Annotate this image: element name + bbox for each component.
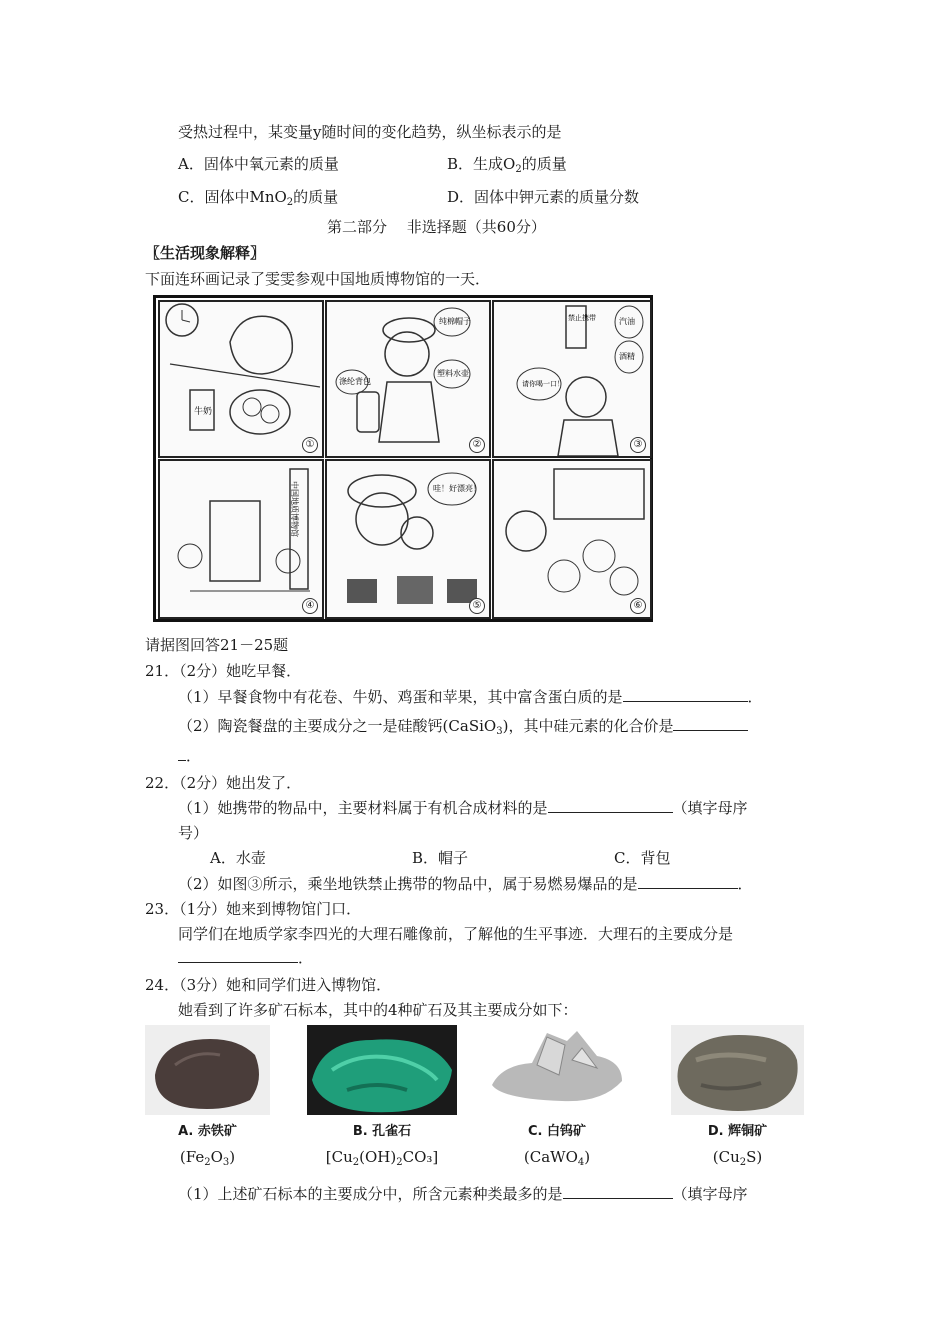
- subway-drawing: [494, 302, 652, 458]
- milk-label: 牛奶: [194, 407, 213, 417]
- mineral-label-c: C. 白钨矿: [527, 1124, 586, 1139]
- panel-number: ②: [469, 437, 485, 453]
- mineral-label-b: B. 孔雀石: [352, 1124, 412, 1139]
- comic-panel-5: [325, 459, 491, 619]
- museum-gate-drawing: [160, 461, 324, 619]
- panel-number: ④: [302, 598, 318, 614]
- answer-blank[interactable]: [673, 716, 748, 731]
- q22-part2: （2）如图③所示，乘坐地铁禁止携带的物品中，属于易燃易爆品的是 ．: [178, 875, 753, 893]
- q23-head: 23．（1分）她来到博物馆门口．: [145, 900, 362, 918]
- panel-number: ③: [630, 437, 646, 453]
- mineral-label-d: D. 辉铜矿: [707, 1124, 768, 1139]
- flask-label: 涤纶背包: [339, 377, 371, 386]
- q22-option-a: A．水壶: [210, 849, 266, 867]
- q21-head: 21．（2分）她吃早餐．: [145, 662, 302, 680]
- breakfast-drawing: [160, 302, 324, 458]
- bottle-label: 塑料水壶: [437, 369, 469, 378]
- gas-label: 汽油: [619, 317, 635, 326]
- hat-label: 纯棉帽子: [439, 317, 471, 326]
- hematite-image: [145, 1025, 270, 1115]
- section-intro: 下面连环画记录了雯雯参观中国地质博物馆的一天．: [145, 270, 491, 288]
- visitors-drawing: [494, 461, 652, 619]
- option-b: B．生成$O_2$的质量: [447, 155, 567, 175]
- q23-part1: 同学们在地质学家李四光的大理石雕像前，了解他的生平事迹．大理石的主要成分是: [178, 925, 734, 943]
- comic-panel-2: [325, 300, 491, 458]
- q22-part1: （1）她携带的物品中，主要材料属于有机合成材料的是 （填字母序: [178, 799, 748, 817]
- answer-blank[interactable]: [563, 1184, 673, 1199]
- alcohol-label: 酒精: [619, 352, 635, 361]
- museum-sign-label: 中国地质博物馆: [290, 481, 299, 537]
- comic-panel-1: [158, 300, 324, 458]
- exhibit-drawing: [327, 461, 491, 619]
- q22-option-b: B．帽子: [412, 849, 469, 867]
- please-label: 请你喝一口！: [522, 380, 564, 388]
- panel-number: ⑥: [630, 598, 646, 614]
- mineral-formula-a: $(Fe_2O_3)$: [179, 1148, 236, 1168]
- panel-number: ①: [302, 437, 318, 453]
- traveler-drawing: [327, 302, 491, 458]
- q24-part1: （1）上述矿石标本的主要成分中，所含元素种类最多的是 （填字母序: [178, 1185, 748, 1203]
- panel-number: ⑤: [469, 598, 485, 614]
- q22-option-c: C．背包: [614, 849, 671, 867]
- q22-head: 22．（2分）她出发了．: [145, 774, 302, 792]
- mineral-label-a: A. 赤铁矿: [178, 1124, 237, 1139]
- chalcocite-image: [671, 1025, 804, 1115]
- option-a: A．固体中氧元素的质量: [178, 155, 339, 173]
- answer-blank[interactable]: [638, 874, 738, 889]
- q24-intro: 她看到了许多矿石标本，其中的4种矿石及其主要成分如下：: [178, 1001, 578, 1019]
- q23-answer-line: ．: [178, 947, 313, 968]
- answer-blank[interactable]: [548, 798, 673, 813]
- forbidden-label: 禁止携带: [568, 314, 596, 322]
- mineral-formula-d: $(Cu_2S)$: [712, 1148, 763, 1168]
- comic-strip: [153, 295, 653, 622]
- q24-head: 24．（3分）她和同学们进入博物馆．: [145, 976, 392, 994]
- answer-blank[interactable]: [178, 948, 298, 963]
- q22-part1-cont: 号）: [178, 824, 209, 842]
- option-c: C．固体中MnO$_2$的质量: [178, 188, 339, 208]
- mineral-formula-b: $[Cu_2(OH)_2CO_3]$: [325, 1148, 439, 1168]
- q21-part2: （2）陶瓷餐盘的主要成分之一是硅酸钙(CaSiO$_3$)，其中硅元素的化合价是: [178, 715, 748, 737]
- mineral-formula-c: (CaWO$_4$): [523, 1148, 591, 1168]
- question-stem: 受热过程中，某变量y随时间的变化趋势，纵坐标表示的是: [178, 123, 562, 141]
- malachite-image: [307, 1025, 457, 1115]
- instruction: 请据图回答21－25题: [145, 636, 289, 654]
- option-d: D．固体中钾元素的质量分数: [447, 188, 640, 206]
- comic-panel-6: [492, 459, 652, 619]
- q21-part1: （1）早餐食物中有花卷、牛奶、鸡蛋和苹果，其中富含蛋白质的是 ．: [178, 688, 763, 706]
- section-heading: 〖生活现象解释〗: [145, 244, 266, 262]
- answer-blank[interactable]: [623, 687, 748, 702]
- wow-label: 哇！好漂亮！: [433, 484, 481, 493]
- scheelite-image: [487, 1025, 627, 1115]
- section-title: 第二部分 非选择题（共60分）: [327, 218, 546, 236]
- q21-part2-cont: ．: [178, 745, 201, 766]
- comic-panel-3: [492, 300, 652, 458]
- comic-panel-4: [158, 459, 324, 619]
- answer-blank-cont[interactable]: [178, 746, 186, 761]
